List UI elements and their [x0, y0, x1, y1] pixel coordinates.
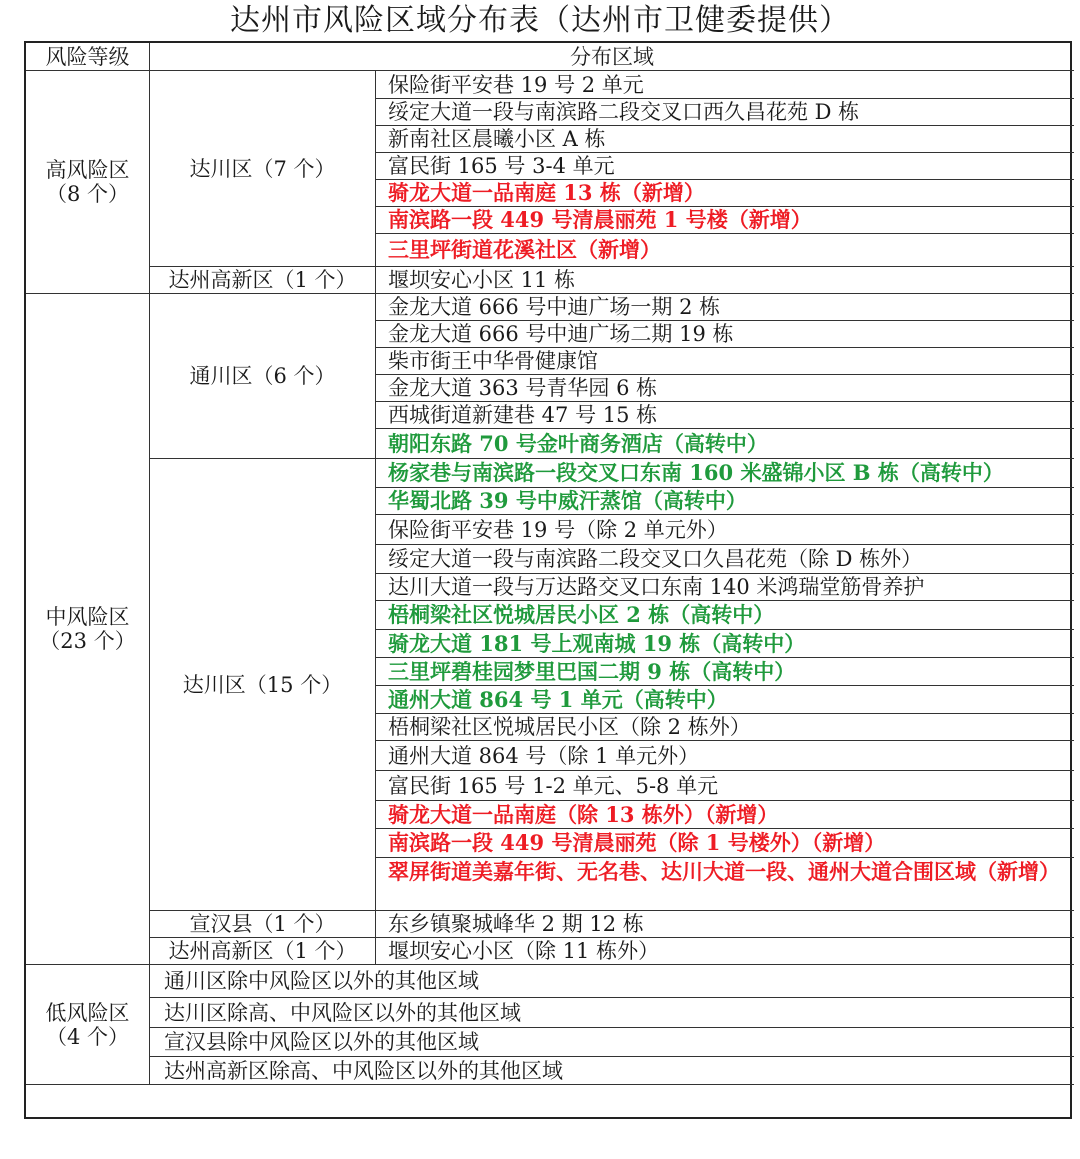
list-item-new: 三里坪街道花溪社区（新增） — [376, 234, 1074, 267]
high-risk-count: （8 个） — [45, 182, 130, 206]
list-item: 新南社区晨曦小区 A 栋 — [376, 126, 1074, 153]
high-district-gaoxin: 达州高新区（1 个） — [150, 267, 376, 294]
list-item: 通川区除中风险区以外的其他区域 — [150, 965, 1074, 998]
list-item: 富民街 165 号 1-2 单元、5-8 单元 — [376, 771, 1074, 801]
high-risk-label: 高风险区 — [45, 158, 130, 182]
list-item: 金龙大道 666 号中迪广场二期 19 栋 — [376, 321, 1074, 348]
list-item-downgraded: 三里坪碧桂园梦里巴国二期 9 栋（高转中） — [376, 658, 1074, 686]
list-item: 绥定大道一段与南滨路二段交叉口西久昌花苑 D 栋 — [376, 99, 1074, 126]
medium-risk-level-cell — [26, 294, 150, 965]
list-item-new: 骑龙大道一品南庭（除 13 栋外）（新增） — [376, 801, 1074, 829]
list-item: 达州高新区除高、中风险区以外的其他区域 — [150, 1057, 1074, 1085]
header-distribution-area: 分布区域 — [150, 43, 1074, 71]
list-item-new: 骑龙大道一品南庭 13 栋（新增） — [376, 180, 1074, 207]
list-item-new: 南滨路一段 449 号清晨丽苑（除 1 号楼外）（新增） — [376, 829, 1074, 858]
list-item: 富民街 165 号 3-4 单元 — [376, 153, 1074, 180]
list-item: 东乡镇聚城峰华 2 期 12 栋 — [376, 911, 1074, 938]
medium-district-gaoxin: 达州高新区（1 个） — [150, 938, 376, 965]
low-risk-label: 低风险区 — [45, 1000, 130, 1025]
page-title: 达州市风险区域分布表（达州市卫健委提供） — [230, 3, 850, 38]
empty-row — [26, 1085, 1074, 1115]
list-item-new: 翠屏街道美嘉年街、无名巷、达川大道一段、通州大道合围区域（新增） — [376, 858, 1074, 911]
list-item: 保险街平安巷 19 号 2 单元 — [376, 71, 1074, 99]
list-item: 绥定大道一段与南滨路二段交叉口久昌花苑（除 D 栋外） — [376, 545, 1074, 574]
list-item: 梧桐梁社区悦城居民小区（除 2 栋外） — [376, 714, 1074, 741]
list-item: 金龙大道 363 号青华园 6 栋 — [376, 375, 1074, 402]
list-item-new: 南滨路一段 449 号清晨丽苑 1 号楼（新增） — [376, 207, 1074, 234]
list-item-downgraded: 通州大道 864 号 1 单元（高转中） — [376, 686, 1074, 714]
list-item-downgraded: 梧桐梁社区悦城居民小区 2 栋（高转中） — [376, 601, 1074, 630]
list-item: 金龙大道 666 号中迪广场一期 2 栋 — [376, 294, 1074, 321]
list-item-downgraded: 骑龙大道 181 号上观南城 19 栋（高转中） — [376, 630, 1074, 658]
risk-area-table — [24, 41, 1072, 1119]
list-item-downgraded: 杨家巷与南滨路一段交叉口东南 160 米盛锦小区 B 栋（高转中） — [376, 459, 1074, 488]
header-risk-level: 风险等级 — [26, 43, 150, 71]
high-district-dachuan: 达川区（7 个） — [150, 71, 376, 267]
list-item: 西城街道新建巷 47 号 15 栋 — [376, 402, 1074, 429]
list-item: 宣汉县除中风险区以外的其他区域 — [150, 1028, 1074, 1057]
medium-district-dachuan: 达川区（15 个） — [150, 459, 376, 911]
list-item: 堰坝安心小区 11 栋 — [376, 267, 1074, 294]
medium-risk-count: （23 个） — [39, 629, 136, 653]
medium-risk-label: 中风险区 — [45, 605, 130, 629]
list-item: 通州大道 864 号（除 1 单元外） — [376, 741, 1074, 771]
medium-district-tongchuan: 通川区（6 个） — [150, 294, 376, 459]
list-item: 保险街平安巷 19 号（除 2 单元外） — [376, 515, 1074, 545]
list-item: 达川区除高、中风险区以外的其他区域 — [150, 998, 1074, 1028]
low-risk-level-cell — [26, 965, 150, 1085]
medium-district-xuanhan: 宣汉县（1 个） — [150, 911, 376, 938]
list-item-downgraded: 朝阳东路 70 号金叶商务酒店（高转中） — [376, 429, 1074, 459]
high-risk-level-cell — [26, 71, 150, 294]
list-item: 堰坝安心小区（除 11 栋外） — [376, 938, 1074, 965]
list-item-downgraded: 华蜀北路 39 号中威汗蒸馆（高转中） — [376, 488, 1074, 515]
low-risk-count: （4 个） — [45, 1024, 130, 1049]
list-item: 柴市街王中华骨健康馆 — [376, 348, 1074, 375]
list-item: 达川大道一段与万达路交叉口东南 140 米鸿瑞堂筋骨养护 — [376, 574, 1074, 601]
